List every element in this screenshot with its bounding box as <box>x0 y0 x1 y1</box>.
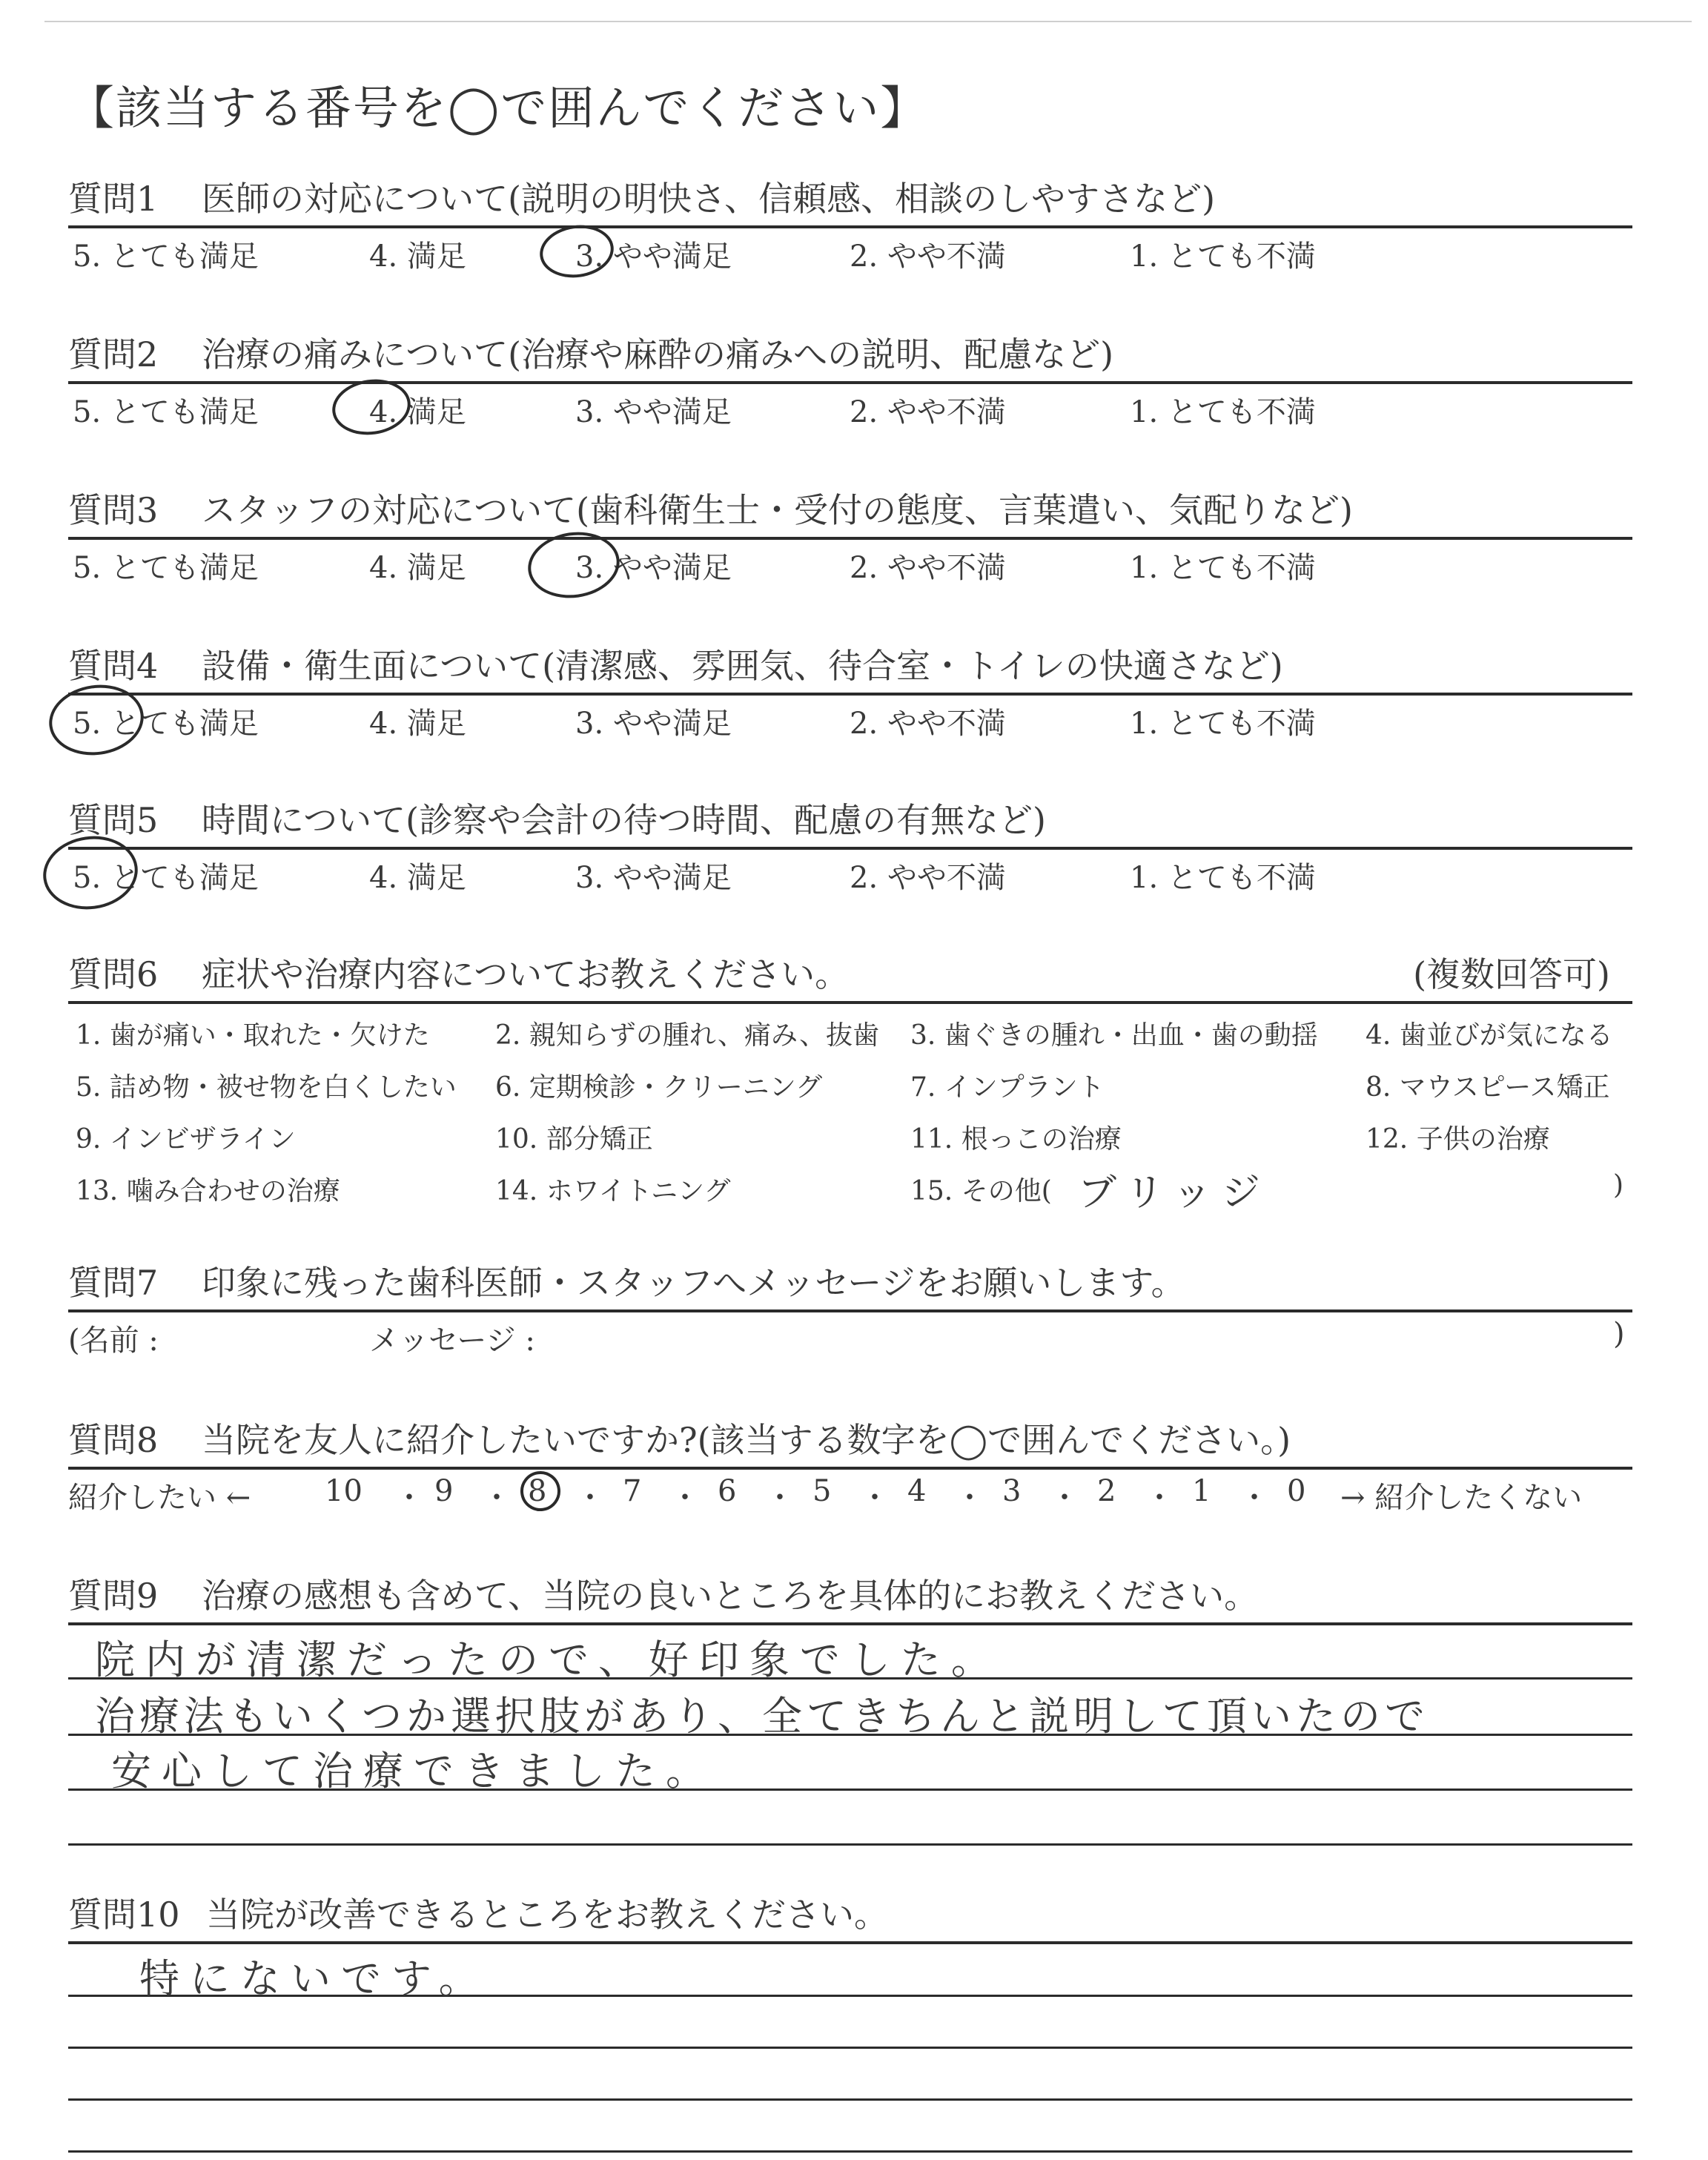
symptom-option[interactable]: 14. ホワイトニング <box>495 1176 731 1206</box>
page-title: 【該当する番号を◯で囲んでください】 <box>68 81 928 135</box>
rating-options <box>68 696 1632 750</box>
answer-line <box>68 1843 1632 1846</box>
option-3[interactable]: 3. やや満足 <box>575 707 732 741</box>
option-1[interactable]: 1. とても不満 <box>1130 861 1316 895</box>
question-label: 質問1 <box>68 179 159 219</box>
rating-options <box>68 384 1632 439</box>
symptom-option[interactable]: 2. 親知らずの腫れ、痛み、抜歯 <box>495 1020 880 1051</box>
scale-sep: ・ <box>860 1481 890 1515</box>
question-header <box>68 1252 1632 1312</box>
question-header <box>68 1565 1632 1625</box>
symptom-option[interactable]: 12. 子供の治療 <box>1366 1124 1550 1155</box>
rating-options <box>68 228 1632 283</box>
question-7 <box>68 1252 1632 1367</box>
option-2[interactable]: 2. やや不満 <box>850 861 1006 895</box>
question-label: 質問6 <box>68 954 159 994</box>
option-3[interactable]: 3. やや満足 <box>575 861 732 895</box>
question-text: 当院が改善できるところをお教えください。 <box>206 1895 888 1935</box>
symptom-options <box>68 1004 1632 1219</box>
option-1[interactable]: 1. とても不満 <box>1130 551 1316 585</box>
symptom-option[interactable]: 11. 根っこの治療 <box>910 1124 1122 1155</box>
question-text: 医師の対応について(説明の明快さ、信頼感、相談のしやすさなど) <box>202 179 1216 219</box>
question-header <box>68 1409 1632 1470</box>
question-9 <box>68 1565 1632 1625</box>
option-4[interactable]: 4. 満足 <box>369 551 466 585</box>
question-text: 設備・衛生面について(清潔感、雰囲気、待合室・トイレの快適さなど) <box>202 646 1283 686</box>
handwritten-answer-line: 院内が清潔だったので、好印象でした。 <box>95 1636 1002 1683</box>
option-2[interactable]: 2. やや不満 <box>850 551 1006 585</box>
question-label: 質問10 <box>68 1895 180 1935</box>
scale-sep: ・ <box>575 1481 605 1515</box>
scale-number-4[interactable]: 4 <box>907 1474 927 1508</box>
option-3[interactable]: 3. やや満足 <box>575 551 732 585</box>
option-2[interactable]: 2. やや不満 <box>850 395 1006 429</box>
answer-line <box>68 2150 1632 2153</box>
question-text: 当院を友人に紹介したいですか?(該当する数字を◯で囲んでください。) <box>202 1420 1291 1460</box>
question-text: 印象に残った歯科医師・スタッフへメッセージをお願いします。 <box>202 1263 1185 1303</box>
scale-number-9[interactable]: 9 <box>434 1474 454 1508</box>
answer-line <box>68 2047 1632 2049</box>
question-header <box>68 323 1632 384</box>
question-text: 症状や治療内容についてお教えください。 <box>202 954 850 994</box>
rating-options <box>68 850 1632 905</box>
rating-options <box>68 540 1632 595</box>
question-6 <box>68 943 1632 1219</box>
question-label: 質問2 <box>68 334 159 374</box>
question-4 <box>68 635 1632 750</box>
question-text: 治療の痛みについて(治療や麻酔の痛みへの説明、配慮など) <box>202 334 1114 374</box>
question-label: 質問8 <box>68 1420 159 1460</box>
question-5 <box>68 789 1632 905</box>
option-1[interactable]: 1. とても不満 <box>1130 395 1316 429</box>
multiple-answer-note: (複数回答可) <box>1413 954 1610 994</box>
handwritten-answer-line: 安心して治療できました。 <box>111 1748 716 1794</box>
scale-number-2[interactable]: 2 <box>1097 1474 1116 1508</box>
scale-number-0[interactable]: 0 <box>1287 1474 1306 1508</box>
handwritten-answer-line: 治療法もいくつか選択肢があり、全てきちんと説明して頂いたので <box>95 1693 1429 1740</box>
option-3[interactable]: 3. やや満足 <box>575 395 732 429</box>
recommend-left-label: 紹介したい ← <box>68 1481 251 1515</box>
message-label: メッセージ : <box>369 1324 535 1358</box>
top-divider <box>44 21 1692 22</box>
scale-number-3[interactable]: 3 <box>1002 1474 1022 1508</box>
symptom-option[interactable]: 9. インビザライン <box>76 1124 296 1155</box>
option-5[interactable]: 5. とても満足 <box>73 707 259 741</box>
question-label: 質問5 <box>68 800 159 840</box>
symptom-option[interactable]: 15. その他( <box>910 1176 1052 1206</box>
recommend-scale <box>68 1470 1632 1525</box>
symptom-option[interactable]: 3. 歯ぐきの腫れ・出血・歯の動揺 <box>910 1020 1318 1051</box>
question-header <box>68 479 1632 540</box>
option-1[interactable]: 1. とても不満 <box>1130 707 1316 741</box>
symptom-option[interactable]: 7. インプラント <box>910 1072 1105 1103</box>
question-text: 治療の感想も含めて、当院の良いところを具体的にお教えください。 <box>202 1576 1259 1616</box>
question-header <box>68 635 1632 696</box>
question-label: 質問9 <box>68 1576 159 1616</box>
option-4[interactable]: 4. 満足 <box>369 240 466 274</box>
answer-line <box>68 2098 1632 2101</box>
question-header <box>68 1883 1632 1944</box>
question-header <box>68 168 1632 228</box>
option-5[interactable]: 5. とても満足 <box>73 395 259 429</box>
symptom-option[interactable]: 10. 部分矯正 <box>495 1124 653 1155</box>
option-1[interactable]: 1. とても不満 <box>1130 240 1316 274</box>
scale-number-6[interactable]: 6 <box>718 1474 737 1508</box>
question-text: 時間について(診察や会計の待つ時間、配慮の有無など) <box>202 800 1046 840</box>
question-3 <box>68 479 1632 595</box>
option-2[interactable]: 2. やや不満 <box>850 707 1006 741</box>
question-label: 質問4 <box>68 646 159 686</box>
other-close-paren: ) <box>1613 1170 1624 1200</box>
option-5[interactable]: 5. とても満足 <box>73 861 259 895</box>
question-2 <box>68 323 1632 439</box>
option-4[interactable]: 4. 満足 <box>369 861 466 895</box>
option-5[interactable]: 5. とても満足 <box>73 551 259 585</box>
option-3[interactable]: 3. やや満足 <box>575 240 732 274</box>
scale-number-5[interactable]: 5 <box>812 1474 832 1508</box>
symptom-option[interactable]: 8. マウスピース矯正 <box>1366 1072 1610 1103</box>
selection-circle <box>518 1469 563 1514</box>
scale-number-1[interactable]: 1 <box>1192 1474 1211 1508</box>
option-5[interactable]: 5. とても満足 <box>73 240 259 274</box>
handwritten-answer-line: 特にないです。 <box>139 1955 489 2002</box>
question-text: スタッフの対応について(歯科衛生士・受付の態度、言葉遣い、気配りなど) <box>202 490 1353 530</box>
scale-sep: ・ <box>765 1481 795 1515</box>
scale-sep: ・ <box>1050 1481 1079 1515</box>
question-10 <box>68 1883 1632 1944</box>
question-1 <box>68 168 1632 283</box>
scale-sep: ・ <box>482 1481 512 1515</box>
question-8 <box>68 1409 1632 1525</box>
name-label: (名前 : <box>68 1324 159 1358</box>
scale-sep: ・ <box>670 1481 700 1515</box>
scale-sep: ・ <box>955 1481 984 1515</box>
other-handwritten-answer: ブリッジ <box>1078 1171 1271 1215</box>
symptom-option[interactable]: 4. 歯並びが気になる <box>1366 1020 1613 1051</box>
message-field <box>68 1312 1632 1367</box>
scale-sep: ・ <box>1239 1481 1269 1515</box>
symptom-option[interactable]: 6. 定期検診・クリーニング <box>495 1072 823 1103</box>
symptom-option[interactable]: 5. 詰め物・被せ物を白くしたい <box>76 1072 457 1103</box>
option-4[interactable]: 4. 満足 <box>369 707 466 741</box>
question-header <box>68 943 1632 1004</box>
symptom-option[interactable]: 1. 歯が痛い・取れた・欠けた <box>76 1020 430 1051</box>
scale-number-7[interactable]: 7 <box>623 1474 642 1508</box>
message-close-paren: ) <box>1613 1317 1625 1351</box>
scale-sep: ・ <box>1145 1481 1174 1515</box>
scale-sep: ・ <box>394 1481 424 1515</box>
question-label: 質問7 <box>68 1263 159 1303</box>
question-label: 質問3 <box>68 490 159 530</box>
option-2[interactable]: 2. やや不満 <box>850 240 1006 274</box>
recommend-right-label: → 紹介したくない <box>1340 1481 1583 1515</box>
scale-number-10[interactable]: 10 <box>325 1474 363 1508</box>
symptom-option[interactable]: 13. 噛み合わせの治療 <box>76 1176 340 1206</box>
question-header <box>68 789 1632 850</box>
option-4[interactable]: 4. 満足 <box>369 395 466 429</box>
scale-number-8[interactable]: 8 <box>528 1474 547 1508</box>
